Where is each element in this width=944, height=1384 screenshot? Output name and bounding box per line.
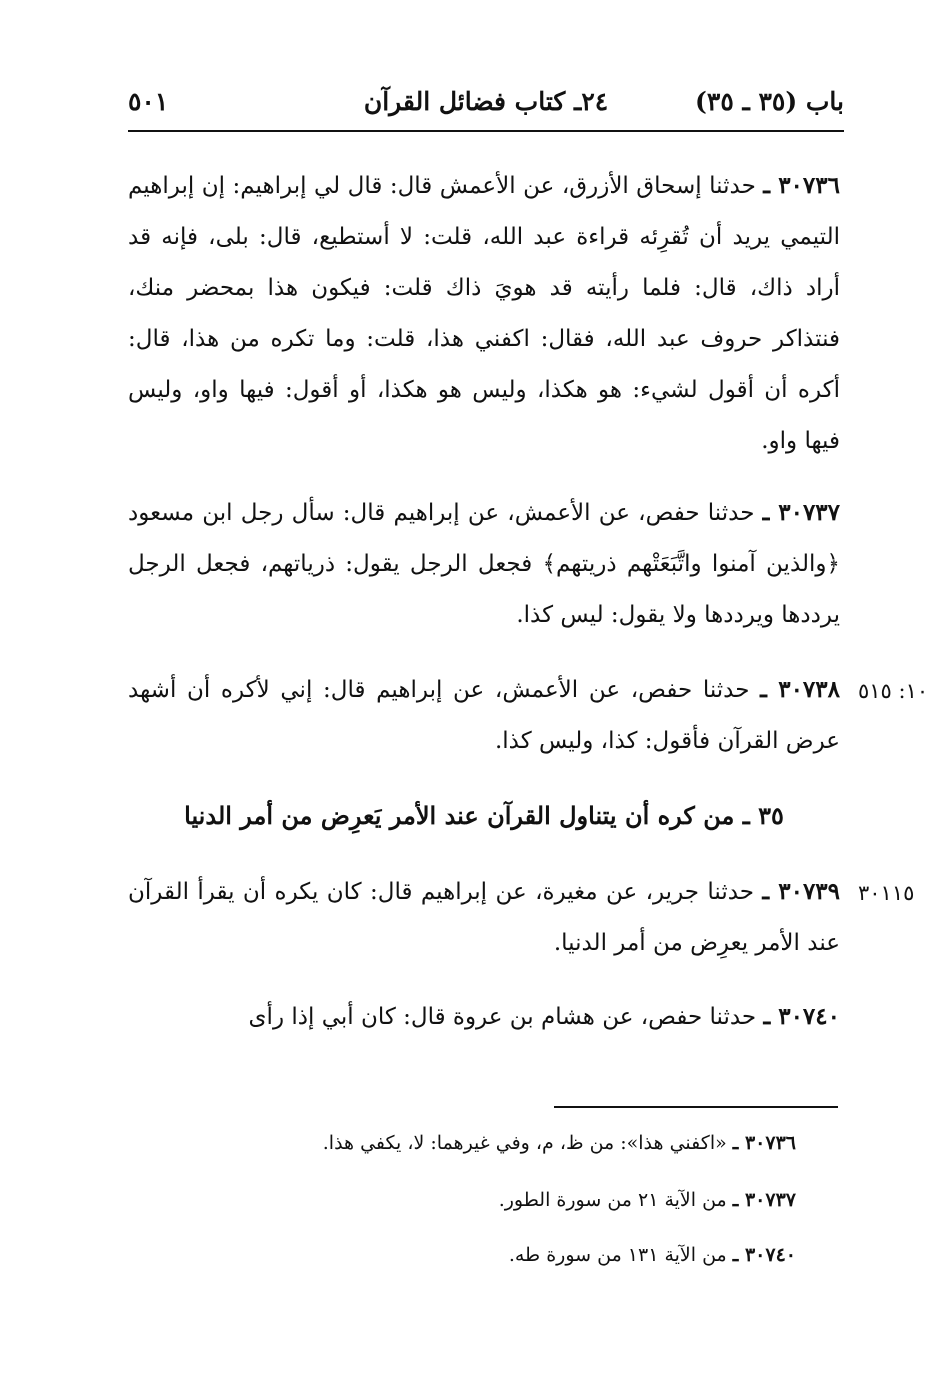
hadith-text: حدثنا جرير، عن مغيرة، عن إبراهيم قال: كان يكره أن يقرأ القرآن عند الأمر يعرِض من أمر الدنيا. <box>128 879 840 956</box>
footnote-divider <box>554 1106 838 1108</box>
footnote-number: ٣٠٧٣٧ ـ <box>732 1189 796 1211</box>
hadith-number: ٣٠٧٣٦ ـ <box>763 172 840 199</box>
hadith-number: ٣٠٧٣٩ ـ <box>762 878 841 905</box>
footnote-text: من الآية ٢١ من سورة الطور. <box>498 1189 727 1211</box>
margin-reference: ٣٠١١٥ <box>858 881 915 905</box>
footnote-number: ٣٠٧٣٦ ـ <box>732 1132 796 1154</box>
page-number: ٥٠١ <box>128 87 169 116</box>
hadith-text: حدثنا حفص، عن الأعمش، عن إبراهيم قال: إني لأكره أن أشهد عرض القرآن فأقول: كذا، وليس كذا. <box>128 677 840 754</box>
book-title: ٢٤ـ كتاب فضائل القرآن <box>363 87 609 116</box>
hadith-text: حدثنا حفص، عن الأعمش، عن إبراهيم قال: سأل رجل ابن مسعود ﴿والذين آمنوا واتَّبَعَتْهم ذريتهم﴾ فجعل الرجل يقول: ذرياتهم، فجعل الرجل يرددها ويرددها ولا يقول: ليس كذا. <box>128 500 840 628</box>
hadith-text: حدثنا إسحاق الأزرق، عن الأعمش قال: قال لي إبراهيم: إن إبراهيم التيمي يريد أن تُقرِئه قراءة عبد الله، قلت: لا أستطيع، قال: بلى، فإنه قد أراد ذاك، قال: فلما رأيته قد هويَ ذاك قلت: فيكون هذا بمحضر منك، فنتذاكر حروف عبد الله، فقال: اكفني هذا، قلت: وما تكره من هذا، قال: أكره أن أقول لشيء: هو هكذا، وليس هو هكذا، أو أقول: فيها واو، وليس فيها واو. <box>128 173 840 454</box>
header-divider <box>128 130 844 132</box>
hadith-30740 <box>128 991 840 1043</box>
hadith-30739 <box>128 866 840 969</box>
chapter-range: باب (٣٥ ـ ٣٥) <box>695 87 844 116</box>
footnote-30736 <box>128 1126 796 1160</box>
running-header <box>128 82 844 122</box>
footnote-30740 <box>128 1238 796 1272</box>
hadith-number: ٣٠٧٤٠ ـ <box>763 1003 840 1030</box>
hadith-number: ٣٠٧٣٧ ـ <box>762 499 841 526</box>
margin-reference: ١٠: ٥١٥ <box>858 679 929 703</box>
footnote-text: «اكفني هذا»: من ظ، م، وفي غيرهما: لا، يكفي هذا. <box>322 1132 727 1154</box>
hadith-30737 <box>128 487 840 641</box>
section-heading: ٣٥ ـ من كره أن يتناول القرآن عند الأمر يَعرِض من أمر الدنيا <box>184 801 784 830</box>
hadith-30738 <box>128 664 840 767</box>
footnote-number: ٣٠٧٤٠ ـ <box>732 1244 796 1266</box>
footnote-30737 <box>128 1183 796 1217</box>
hadith-number: ٣٠٧٣٨ ـ <box>760 676 840 703</box>
hadith-text: حدثنا حفص، عن هشام بن عروة قال: كان أبي إذا رأى <box>248 1004 757 1030</box>
hadith-30736 <box>128 160 840 467</box>
footnote-text: من الآية ١٣١ من سورة طه. <box>508 1244 727 1266</box>
